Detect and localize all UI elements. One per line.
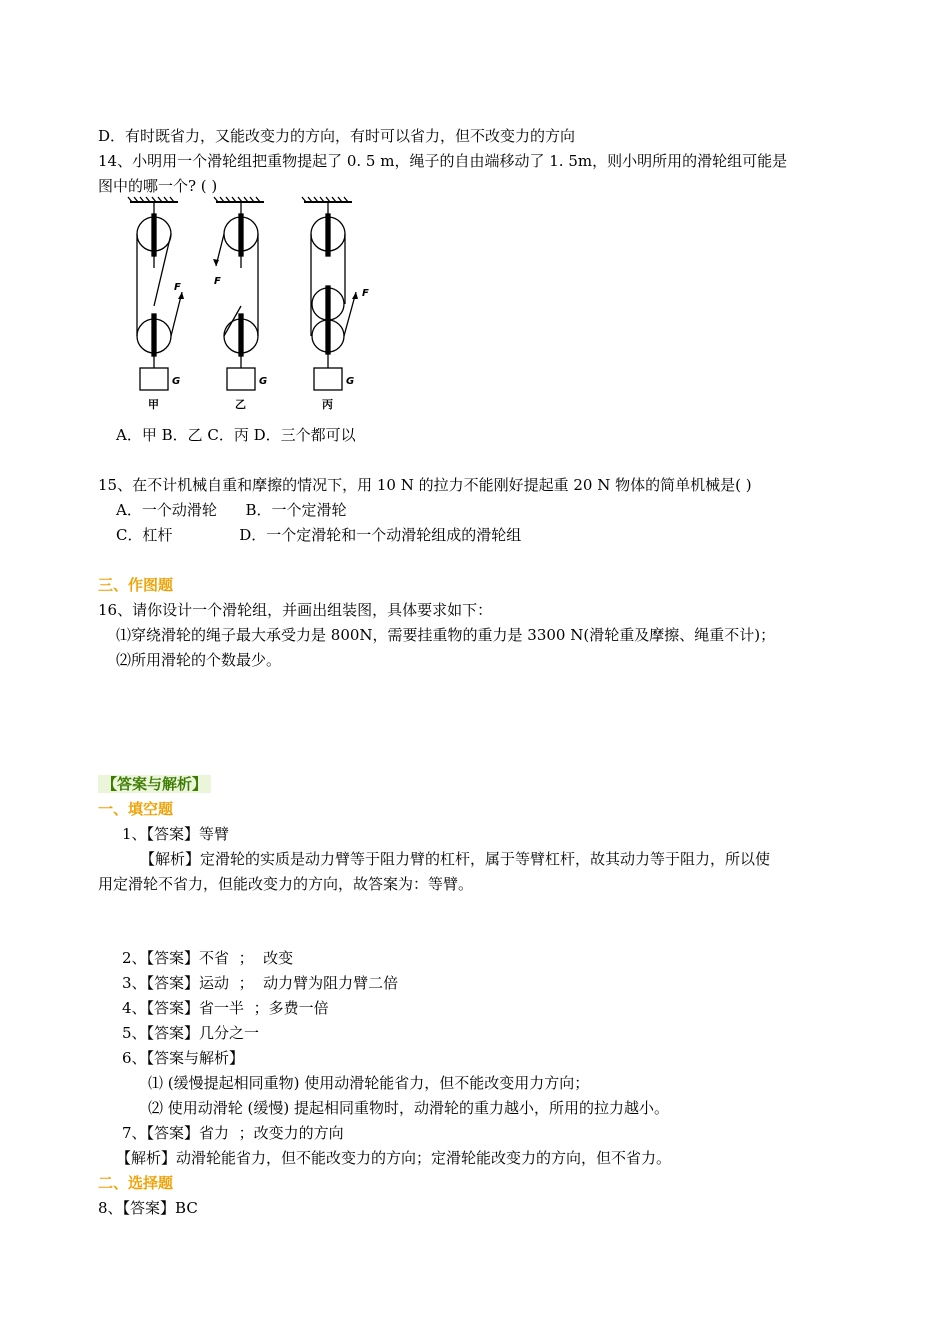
figure-label-yi: 乙 bbox=[235, 398, 246, 411]
q16-req2: ⑵所用滑轮的个数最少。 bbox=[116, 651, 282, 669]
figure-force-label-3: F bbox=[362, 288, 369, 299]
pulley-figure bbox=[118, 196, 378, 416]
answers-section2-title: 二、选择题 bbox=[98, 1174, 174, 1192]
answer-1-explanation-line2: 用定滑轮不省力，但能改变力的方向，故答案为：等臂。 bbox=[98, 875, 474, 893]
figure-force-label-2: F bbox=[214, 276, 221, 287]
answer-6: 6、【答案与解析】 bbox=[122, 1049, 245, 1067]
answer-3: 3、【答案】运动 ； 动力臂为阻力臂二倍 bbox=[122, 974, 399, 992]
section3-title: 三、作图题 bbox=[98, 576, 174, 594]
answer-4: 4、【答案】省一半 ；多费一倍 bbox=[122, 999, 329, 1017]
answer-6-part1: ⑴ (缓慢提起相同重物) 使用动滑轮能省力，但不能改变用力方向； bbox=[148, 1074, 590, 1092]
answer-5: 5、【答案】几分之一 bbox=[122, 1024, 260, 1042]
answer-6-part2: ⑵ 使用动滑轮 (缓慢) 提起相同重物时，动滑轮的重力越小，所用的拉力越小。 bbox=[148, 1099, 670, 1117]
q14-stem-line2: 图中的哪一个? ( ) bbox=[98, 177, 218, 195]
figure-force-label-1: F bbox=[174, 282, 181, 293]
q16-stem: 16、请你设计一个滑轮组，并画出组装图，具体要求如下： bbox=[98, 601, 493, 619]
figure-weight-label-2: G bbox=[259, 376, 268, 387]
figure-label-jia: 甲 bbox=[148, 398, 159, 411]
answer-1-explanation-line1: 【解析】定滑轮的实质是动力臂等于阻力臂的杠杆，属于等臂杠杆，故其动力等于阻力，所以使 bbox=[140, 850, 771, 868]
q15-options-line2: C．杠杆 D．一个定滑轮和一个动滑轮组成的滑轮组 bbox=[116, 526, 522, 544]
answer-1: 1、【答案】等臂 bbox=[122, 825, 230, 843]
q15-stem: 15、在不计机械自重和摩擦的情况下，用 10 N 的拉力不能刚好提起重 20 N 物体的简单机械是( ) bbox=[98, 476, 752, 494]
q14-stem-line1: 14、小明用一个滑轮组把重物提起了 0. 5 m，绳子的自由端移动了 1. 5m，则小明所用的滑轮组可能是 bbox=[98, 152, 788, 170]
q13-option-d: D．有时既省力，又能改变力的方向，有时可以省力，但不改变力的方向 bbox=[98, 127, 576, 145]
answer-8: 8、【答案】BC bbox=[98, 1199, 198, 1217]
q14-options: A．甲 B．乙 C．丙 D．三个都可以 bbox=[116, 426, 356, 444]
answers-section1-title: 一、填空题 bbox=[98, 800, 174, 818]
q15-options-line1: A．一个动滑轮 B．一个定滑轮 bbox=[116, 501, 347, 519]
figure-weight-label-3: G bbox=[346, 376, 355, 387]
answers-header: 【答案与解析】 bbox=[98, 775, 211, 793]
q16-req1: ⑴穿绕滑轮的绳子最大承受力是 800N，需要挂重物的重力是 3300 N(滑轮重及摩擦、绳重不计)； bbox=[116, 626, 776, 644]
answer-7-explanation: 【解析】动滑轮能省力，但不能改变力的方向；定滑轮能改变力的方向，但不省力。 bbox=[116, 1149, 672, 1167]
answer-7: 7、【答案】省力 ；改变力的方向 bbox=[122, 1124, 344, 1142]
figure-weight-label-1: G bbox=[172, 376, 181, 387]
figure-label-bing: 丙 bbox=[322, 398, 333, 411]
answer-2: 2、【答案】不省 ； 改变 bbox=[122, 949, 294, 967]
